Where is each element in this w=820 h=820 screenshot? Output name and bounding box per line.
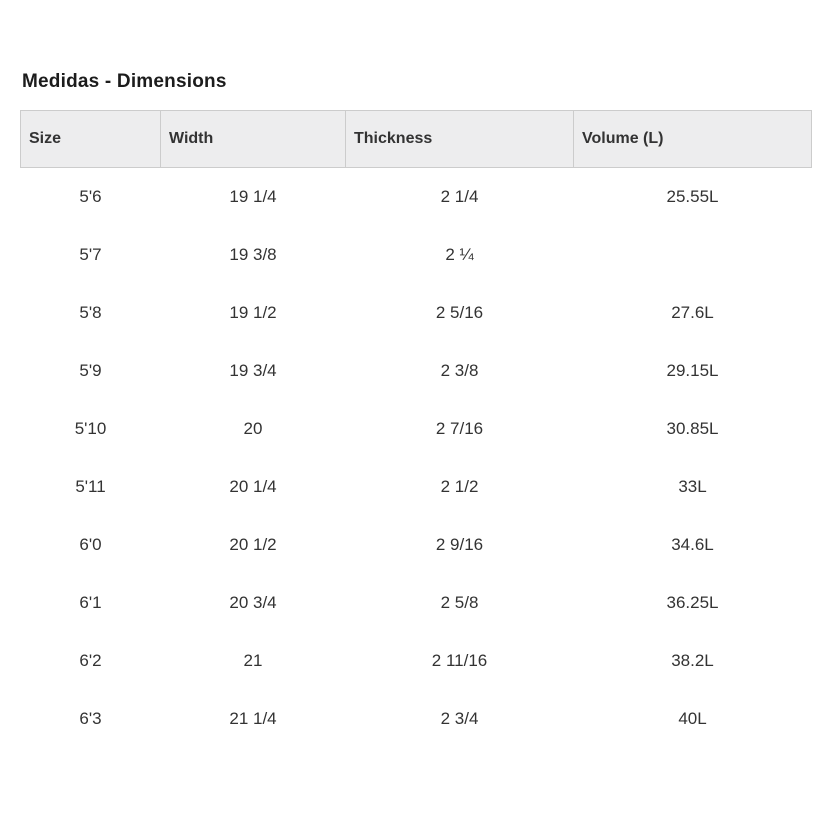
cell-volume: 33L	[574, 458, 812, 516]
cell-width: 19 1/2	[161, 284, 346, 342]
cell-size: 5'9	[21, 342, 161, 400]
cell-thickness: 2 7/16	[346, 400, 574, 458]
cell-volume: 29.15L	[574, 342, 812, 400]
cell-volume: 36.25L	[574, 574, 812, 632]
cell-width: 21	[161, 632, 346, 690]
table-row	[21, 516, 812, 574]
column-header-volume: Volume (L)	[574, 111, 812, 168]
table-header	[21, 111, 812, 168]
cell-size: 6'0	[21, 516, 161, 574]
cell-thickness: 2 1/4	[346, 168, 574, 226]
cell-size: 5'11	[21, 458, 161, 516]
cell-size: 6'3	[21, 690, 161, 748]
cell-volume: 30.85L	[574, 400, 812, 458]
table-row	[21, 226, 812, 284]
cell-volume: 25.55L	[574, 168, 812, 226]
cell-thickness: 2 5/8	[346, 574, 574, 632]
page-title: Medidas - Dimensions	[22, 71, 227, 92]
cell-size: 5'6	[21, 168, 161, 226]
cell-size: 5'8	[21, 284, 161, 342]
cell-size: 5'10	[21, 400, 161, 458]
cell-size: 6'1	[21, 574, 161, 632]
table-row	[21, 168, 812, 226]
cell-thickness: 2 3/8	[346, 342, 574, 400]
cell-size: 5'7	[21, 226, 161, 284]
column-header-thickness: Thickness	[346, 111, 574, 168]
cell-thickness: 2 5/16	[346, 284, 574, 342]
table-header-row	[21, 111, 812, 168]
cell-thickness: 2 11/16	[346, 632, 574, 690]
table-body	[21, 168, 812, 748]
table-row	[21, 632, 812, 690]
cell-thickness: 2 3/4	[346, 690, 574, 748]
cell-width: 20 3/4	[161, 574, 346, 632]
cell-width: 19 1/4	[161, 168, 346, 226]
table-row	[21, 400, 812, 458]
cell-size: 6'2	[21, 632, 161, 690]
column-header-width: Width	[161, 111, 346, 168]
cell-width: 19 3/8	[161, 226, 346, 284]
table-row	[21, 342, 812, 400]
cell-volume: 27.6L	[574, 284, 812, 342]
table-row	[21, 574, 812, 632]
cell-thickness: 2 9/16	[346, 516, 574, 574]
table-row	[21, 690, 812, 748]
column-header-size: Size	[21, 111, 161, 168]
cell-width: 20 1/2	[161, 516, 346, 574]
cell-width: 20	[161, 400, 346, 458]
cell-volume	[574, 226, 812, 284]
cell-width: 21 1/4	[161, 690, 346, 748]
dimensions-table	[20, 110, 812, 748]
cell-volume: 40L	[574, 690, 812, 748]
cell-width: 20 1/4	[161, 458, 346, 516]
cell-thickness: 2 ¼	[346, 226, 574, 284]
cell-volume: 34.6L	[574, 516, 812, 574]
table-row	[21, 458, 812, 516]
table-row	[21, 284, 812, 342]
cell-width: 19 3/4	[161, 342, 346, 400]
cell-thickness: 2 1/2	[346, 458, 574, 516]
cell-volume: 38.2L	[574, 632, 812, 690]
